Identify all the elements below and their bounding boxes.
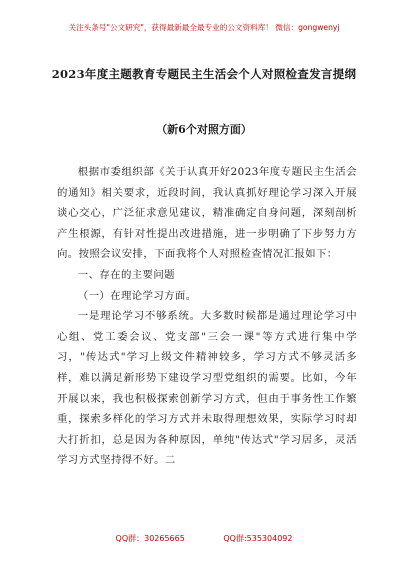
document-title: 2023年度主题教育专题民主生活会个人对照检查发言提纲 [51, 67, 357, 81]
paragraph-point-one: 一是理论学习不够系统。大多数时候都是通过理论学习中心组、党工委会议、党支部"三会一课"等方式进行集中学习，"传达式"学习上级文件精神较多，学习方式不够灵活多样，难以满足新形势下建设学习型党组织的需要。比如，今年开展以来，我也积极探索创新学习方式，但由于事务性工作繁重，探索多样化的学习方式并未取得理想效果，实际学习时却大打折扣，总是因为各种原因，单纯"传达式"学习居多，灵活学习方式坚持得不好。二 [57, 310, 357, 467]
paragraph-intro: 根据市委组织部《关于认真开好2023年度专题民主生活会的通知》相关要求，近段时间，我认真抓好理论学习深入开展谈心交心，广泛征求意见建议，精准确定自身问题，深刻剖析产生根源，有针对性提出改进措施，进一步明确了下步努力方向。按照会议安排，下面我将个人对照检查情况汇报如下： [57, 166, 357, 261]
footer-qq-group-2: QQ群:535304092 [223, 534, 293, 543]
footer [0, 533, 408, 544]
paragraph-subsection-heading: （一）在理论学习方面。 [77, 289, 197, 302]
footer-qq-group-1: QQ群：30265665 [115, 534, 185, 543]
document-subtitle: （新6个对照方面） [156, 123, 252, 136]
document-body [57, 162, 357, 471]
header-banner: 关注头条号"公文研究"，获得最新最全最专业的公文资料库！ 微信：gongwenyj [68, 23, 340, 32]
paragraph-section-heading: 一、存在的主要问题 [77, 268, 175, 281]
